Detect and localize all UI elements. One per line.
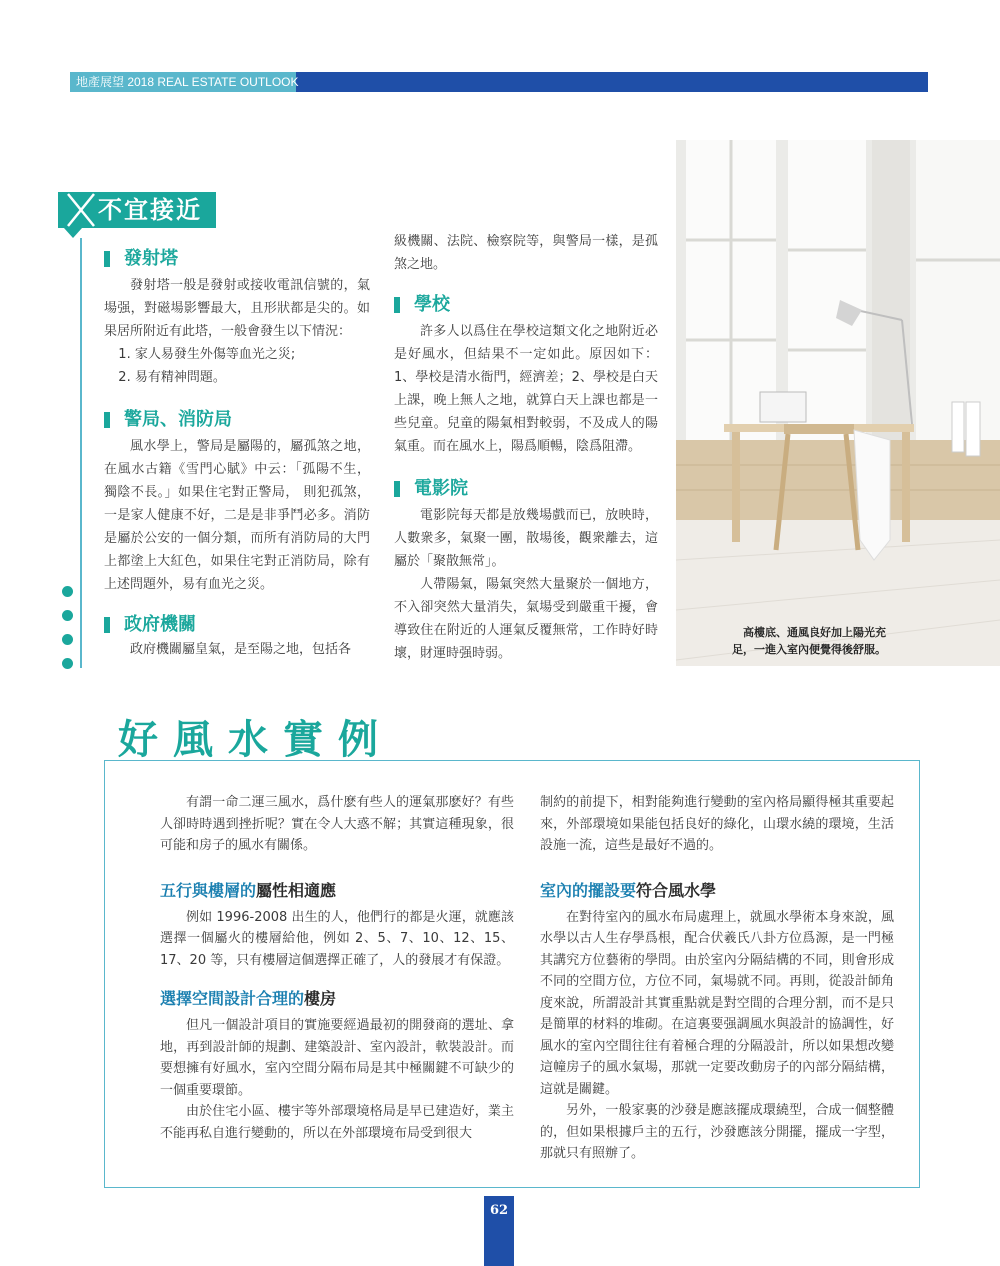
interior-photo (676, 140, 1000, 666)
section-tag (58, 192, 216, 228)
x-mark-icon (64, 192, 98, 228)
section-tag-notch (64, 228, 82, 238)
paragraph: 電影院每天都是放幾場戲而已，放映時，人數衆多，氣聚一團，散場後，觀衆離去，這屬於「聚散無常」。 (394, 508, 658, 569)
paragraph: 風水學上，警局是屬陽的，屬孤煞之地，在風水古籍《雪門心賦》中云：「孤陽不生，獨陰不長。」如果住宅對正警局， 則犯孤煞，一是家人健康不好，二是是非爭鬥必多。消防是屬於公安的一個分類，而所有消防局的大門上都塗上大紅色，如果住宅對正消防局，除有上述問題外，易有血光之災。 (104, 439, 370, 592)
top-column-2 (394, 230, 658, 665)
header-label: 地產展望 2018 REAL ESTATE OUTLOOK (70, 72, 296, 92)
section-title: 不宜接近 (98, 196, 202, 224)
list-item: 2. 易有精神問題。 (118, 370, 226, 385)
paragraph: 許多人以爲住在學校這類文化之地附近必是好風水，但結果不一定如此。原因如下：1、學校是清水衙門，經濟差；2、學校是白天上課，晚上無人之地，就算白天上課也都是一些兒童。兒童的陽氣相對較弱，不及成人的陽氣重。而在風水上，陽爲順暢，陰爲阻滯。 (394, 324, 658, 454)
list-item: 1. 家人易發生外傷等血光之災; (118, 347, 296, 362)
photo-caption-line: 足，一進入室內便覺得後舒服。 (732, 643, 886, 656)
paragraph: 級機關、法院、檢察院等，與警局一樣，是孤煞之地。 (394, 234, 658, 272)
bottom-column-left (160, 792, 514, 1144)
subheading-text: 五行與樓層的 (160, 880, 257, 900)
subheading (104, 407, 370, 433)
subheading (160, 879, 514, 903)
subheading-text: 發射塔 (124, 248, 178, 269)
paragraph: 發射塔一般是發射或接收電訊信號的，氣場强，對磁場影響最大，且形狀都是尖的。如果居所附近有此塔，一般會發生以下情況： (104, 278, 370, 339)
subheading-text: 政府機關 (124, 614, 196, 635)
subheading (104, 246, 370, 272)
paragraph: 政府機關屬皇氣，是至陽之地，包括各 (130, 642, 352, 657)
header-bar (70, 72, 928, 92)
subheading-text: 選擇空間設計合理的 (160, 989, 305, 1008)
paragraph: 由於住宅小區、樓宇等外部環境格局是早已建造好，業主不能再私自進行變動的，所以在外部環境布局受到很大 (160, 1104, 514, 1141)
paragraph: 但凡一個設計項目的實施要經過最初的開發商的選址、拿地，再到設計師的規劃、建築設計、室內設計，軟裝設計。而要想擁有好風水，室內空間分隔布局是其中極關鍵不可缺少的一個重要環節。 (160, 1018, 514, 1098)
subheading-text: 符合風水學 (636, 880, 717, 900)
subheading-text: 學校 (414, 294, 450, 315)
photo-caption-line: 高樓底、通風良好加上陽光充 (743, 626, 886, 639)
decorative-dot (62, 634, 73, 645)
heading-bar-icon (394, 481, 400, 497)
paragraph: 另外，一般家裏的沙發是應該擺成環繞型，合成一個整體的，但如果根據戶主的五行，沙發應該分開擺，擺成一字型，那就只有照辦了。 (540, 1103, 894, 1161)
bottom-column-right (540, 792, 894, 1165)
subheading (160, 987, 514, 1011)
photo-caption (686, 624, 886, 658)
paragraph: 有謂一命二運三風水，爲什麽有些人的運氣那麽好？有些人卻時時遇到挫折呢？實在令人大惑不解；其實這種現象，很可能和房子的風水有關係。 (160, 795, 514, 853)
subheading (540, 879, 894, 903)
top-column-1 (104, 246, 370, 661)
paragraph: 人帶陽氣，陽氣突然大量聚於一個地方，不入卻突然大量消失，氣場受到嚴重干擾，會導致住在附近的人運氣反覆無常，工作時好時壞，財運時强時弱。 (394, 577, 658, 661)
page-number: 62 (484, 1196, 514, 1266)
subheading (104, 612, 370, 638)
heading-bar-icon (104, 617, 110, 633)
decorative-dot (62, 658, 73, 669)
paragraph: 制約的前提下，相對能夠進行變動的室內格局顯得極其重要起來，外部環境如果能包括良好的綠化，山環水繞的環境，生活設施一流，這些是最好不過的。 (540, 795, 894, 853)
subheading-text: 警局、消防局 (124, 409, 232, 430)
subheading (394, 292, 658, 318)
subheading-text: 屬性相適應 (256, 880, 337, 900)
subheading-text: 室內的擺設要 (540, 880, 637, 900)
subheading-text: 電影院 (414, 478, 468, 499)
subheading-text: 樓房 (304, 989, 337, 1008)
section-main-title: 好風水實例 (118, 717, 393, 763)
heading-bar-icon (394, 297, 400, 313)
decorative-dot (62, 610, 73, 621)
subheading (394, 476, 658, 502)
heading-bar-icon (104, 412, 110, 428)
vertical-divider (80, 238, 82, 668)
decorative-dot (62, 586, 73, 597)
paragraph: 在對待室內的風水布局處理上，就風水學術本身來說，風水學以古人生存學爲根，配合伏羲氏八卦方位爲源，是一門極其講究方位藝術的學問。由於室內分隔結構的不同，則會形成不同的空間方位，方位不同，氣場就不同。再則，從設計師角度來說，所謂設計其實重點就是對空間的合理分割，而不是只是簡單的材料的堆砌。在這裏要强調風水與設計的協調性，好風水的室內空間往往有着極合理的分隔設計，所以如果想改變這幢房子的風水氣場，那就一定要改動房子的內部分隔結構，這就是關鍵。 (540, 909, 894, 1097)
heading-bar-icon (104, 251, 110, 267)
paragraph: 例如 1996-2008 出生的人，他們行的都是火運，就應該選擇一個屬火的樓層給他，例如 2、5、7、10、12、15、17、20 等，只有樓層這個選擇正確了，人的發展才有保證。 (160, 909, 514, 968)
